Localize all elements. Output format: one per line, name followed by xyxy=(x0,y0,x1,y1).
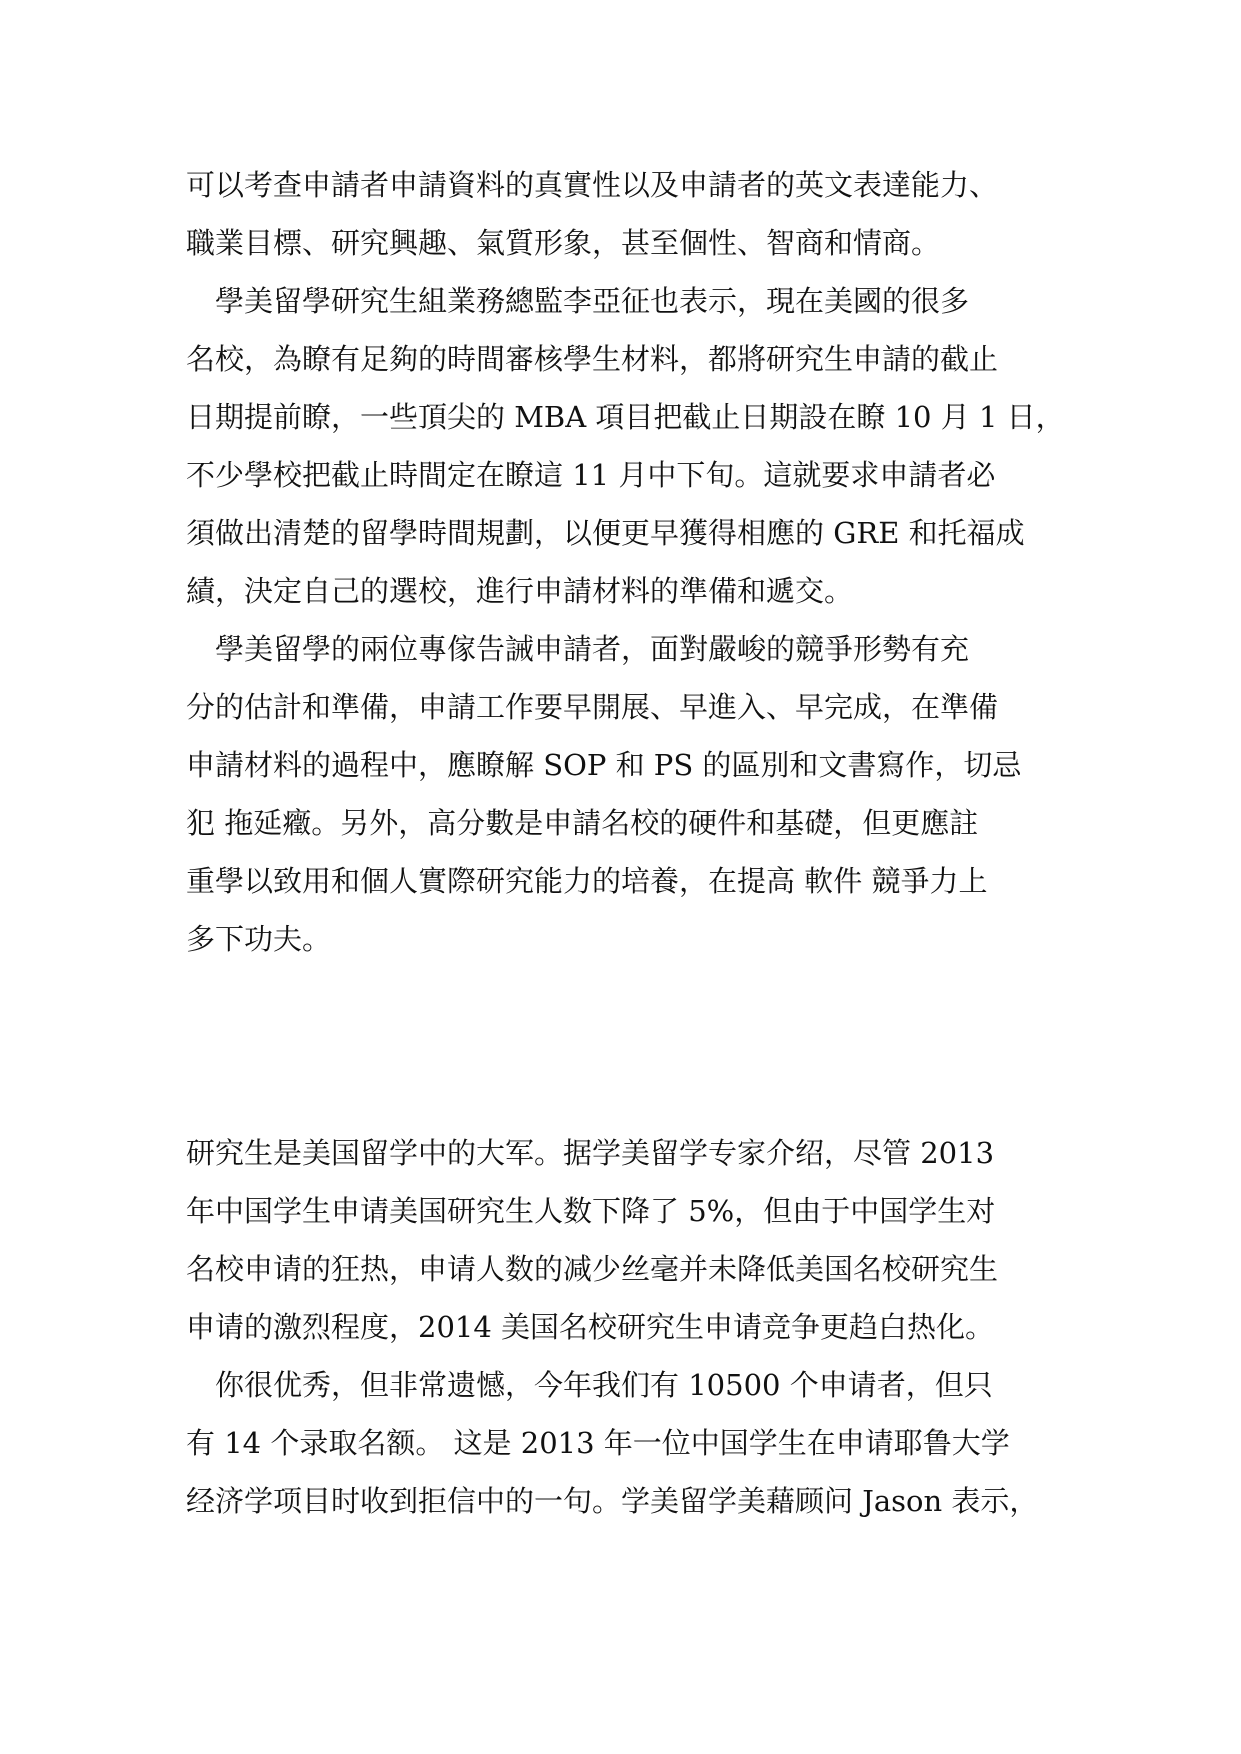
text-line: 日期提前瞭，一些頂尖的 MBA 項目把截止日期設在瞭 10 月 1 日， xyxy=(186,400,1065,434)
text-line: 年中国学生申请美国研究生人数下降了 5%，但由于中国学生对 xyxy=(186,1194,996,1228)
text-line: 職業目標、研究興趣、氣質形象，甚至個性、智商和情商。 xyxy=(186,226,941,260)
text-line: 績，決定自己的選校，進行申請材料的準備和遞交。 xyxy=(186,574,854,608)
text-line: 你很优秀，但非常遗憾，今年我们有 10500 个申请者，但只 xyxy=(186,1368,993,1402)
text-line: 犯 拖延癥。另外，高分數是申請名校的硬件和基礎，但更應註 xyxy=(186,806,979,840)
text-line: 名校，為瞭有足夠的時間審核學生材料，都將研究生申請的截止 xyxy=(186,342,999,376)
text-line: 須做出清楚的留學時間規劃，以便更早獲得相應的 GRE 和托福成 xyxy=(186,516,1025,550)
text-line: 有 14 个录取名额。 这是 2013 年一位中国学生在申请耶鲁大学 xyxy=(186,1426,1010,1460)
text-line: 重學以致用和個人實際研究能力的培養，在提高 軟件 競爭力上 xyxy=(186,864,988,898)
text-line: 研究生是美国留学中的大军。据学美留学专家介绍，尽管 2013 xyxy=(186,1136,995,1170)
paragraph-block-simplified xyxy=(186,1124,1066,1530)
text-line: 學美留學的兩位專傢告誡申請者，面對嚴峻的競爭形勢有充 xyxy=(186,632,970,666)
text-line: 不少學校把截止時間定在瞭這 11 月中下旬。這就要求申請者必 xyxy=(186,458,996,492)
text-line: 名校申请的狂热，申请人数的减少丝毫并未降低美国名校研究生 xyxy=(186,1252,999,1286)
text-line: 申请的激烈程度，2014 美国名校研究生申请竞争更趋白热化。 xyxy=(186,1310,995,1344)
paragraph-block-traditional xyxy=(186,156,1066,968)
text-line: 可以考查申請者申請資料的真實性以及申請者的英文表達能力、 xyxy=(186,168,999,202)
text-line: 學美留學研究生組業務總監李亞征也表示，現在美國的很多 xyxy=(186,284,970,318)
text-line: 分的估計和準備，申請工作要早開展、早進入、早完成，在準備 xyxy=(186,690,999,724)
text-line: 多下功夫。 xyxy=(186,922,332,956)
text-line: 经济学项目时收到拒信中的一句。学美留学美藉顾问 Jason 表示， xyxy=(186,1484,1039,1518)
text-line: 申請材料的過程中，應瞭解 SOP 和 PS 的區別和文書寫作，切忌 xyxy=(186,748,1022,782)
